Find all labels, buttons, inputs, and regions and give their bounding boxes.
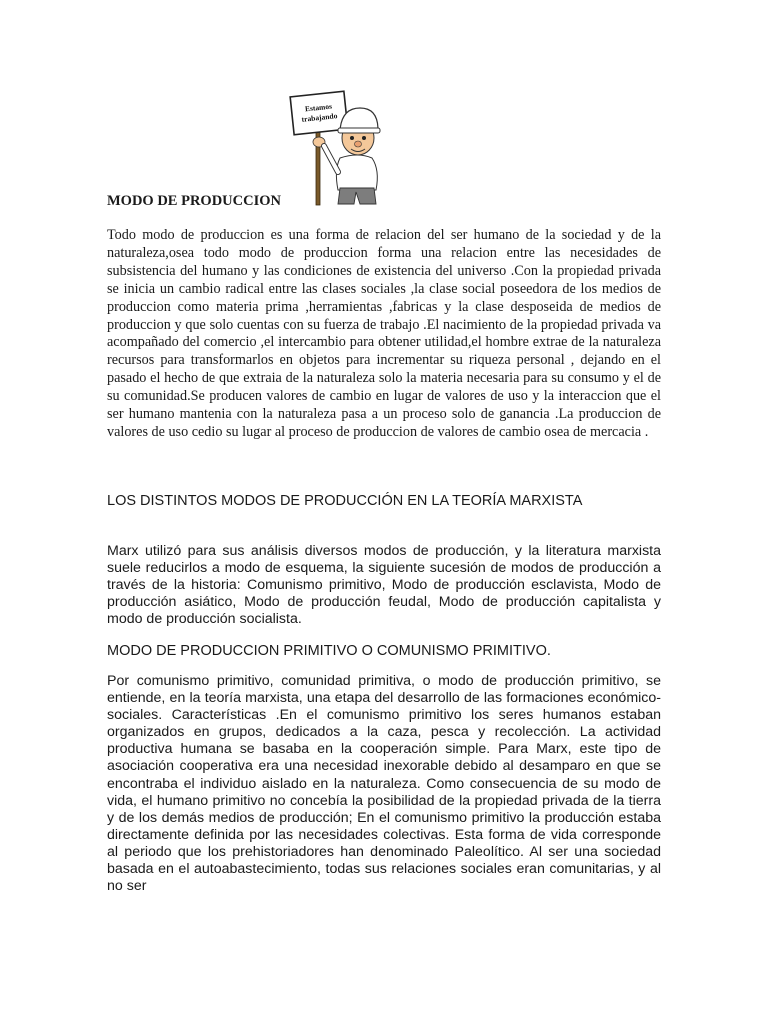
section1-title: MODO DE PRODUCCION bbox=[107, 193, 281, 209]
sign-text: Estamos bbox=[304, 101, 333, 114]
section3-title: MODO DE PRODUCCION PRIMITIVO O COMUNISMO PRIMITIVO. bbox=[107, 643, 551, 659]
section2-body: Marx utilizó para sus análisis diversos modos de producción, y la literatura marxista suele reducirlos a modo de esquema, la siguiente sucesión de modos de producción a través de la historia: Comunismo primitivo, Modo de producción esclavista, Modo de producción asiático, Modo de producción feudal, Modo de producción capitalista y modo de producción socialista. bbox=[107, 543, 661, 628]
section2-title: LOS DISTINTOS MODOS DE PRODUCCIÓN EN LA TEORÍA MARXISTA bbox=[107, 493, 583, 509]
svg-text:trabajando: trabajando bbox=[301, 111, 338, 124]
section1-body: Todo modo de produccion es una forma de relacion del ser humano de la sociedad y de la naturaleza,osea todo modo de produccion forma una relacion entre las necesidades de subsistencia del humano y las condiciones de existencia del universo .Con la propiedad privada se inicia un cambio radical entre las clases sociales ,la clase social poseedora de los medios de produccion como materia prima ,herramientas ,fabricas y la clase desposeida de medios de produccion y que solo cuentas con su fuerza de trabajo .El nacimiento de la propiedad privada va acompañado del comercio ,el intercambio para obtener utilidad,el hombre extrae de la naturaleza recursos para transformarlos en objetos para incrementar su riqueza personal , dejando en el pasado el hecho de que extraia de la naturaleza solo la materia necesaria para su consumo y el de su comunidad.Se producen valores de cambio en lugar de valores de uso y la interaccion que el ser humano mantenia con la naturaleza pasa a un proceso solo de ganancia .La produccion de valores de uso cedio su lugar al proceso de produccion de valores de cambio osea de mercacia . bbox=[107, 227, 661, 440]
clipart-worker bbox=[288, 80, 396, 210]
section3-body: Por comunismo primitivo, comunidad primitiva, o modo de producción primitivo, se entiende, en la teoría marxista, una etapa del desarrollo de las formaciones económico-sociales. Características .En el comunismo primitivo los seres humanos estaban organizados en grupos, dedicados a la caza, pesca y recolección. La actividad productiva humana se basaba en la cooperación simple. Para Marx, este tipo de asociación cooperativa era una necesidad inexorable debido al desamparo en que se encontraba el individuo aislado en la naturaleza. Como consecuencia de su modo de vida, el humano primitivo no concebía la posibilidad de la propiedad privada de la tierra y de los demás medios de producción; En el comunismo primitivo la producción estaba directamente definida por las necesidades colectivas. Esta forma de vida corresponde al periodo que los prehistoriadores han denominado Paleolítico. Al ser una sociedad basada en el autoabastecimiento, todas sus relaciones sociales eran comunitarias, y al no ser bbox=[107, 673, 661, 895]
